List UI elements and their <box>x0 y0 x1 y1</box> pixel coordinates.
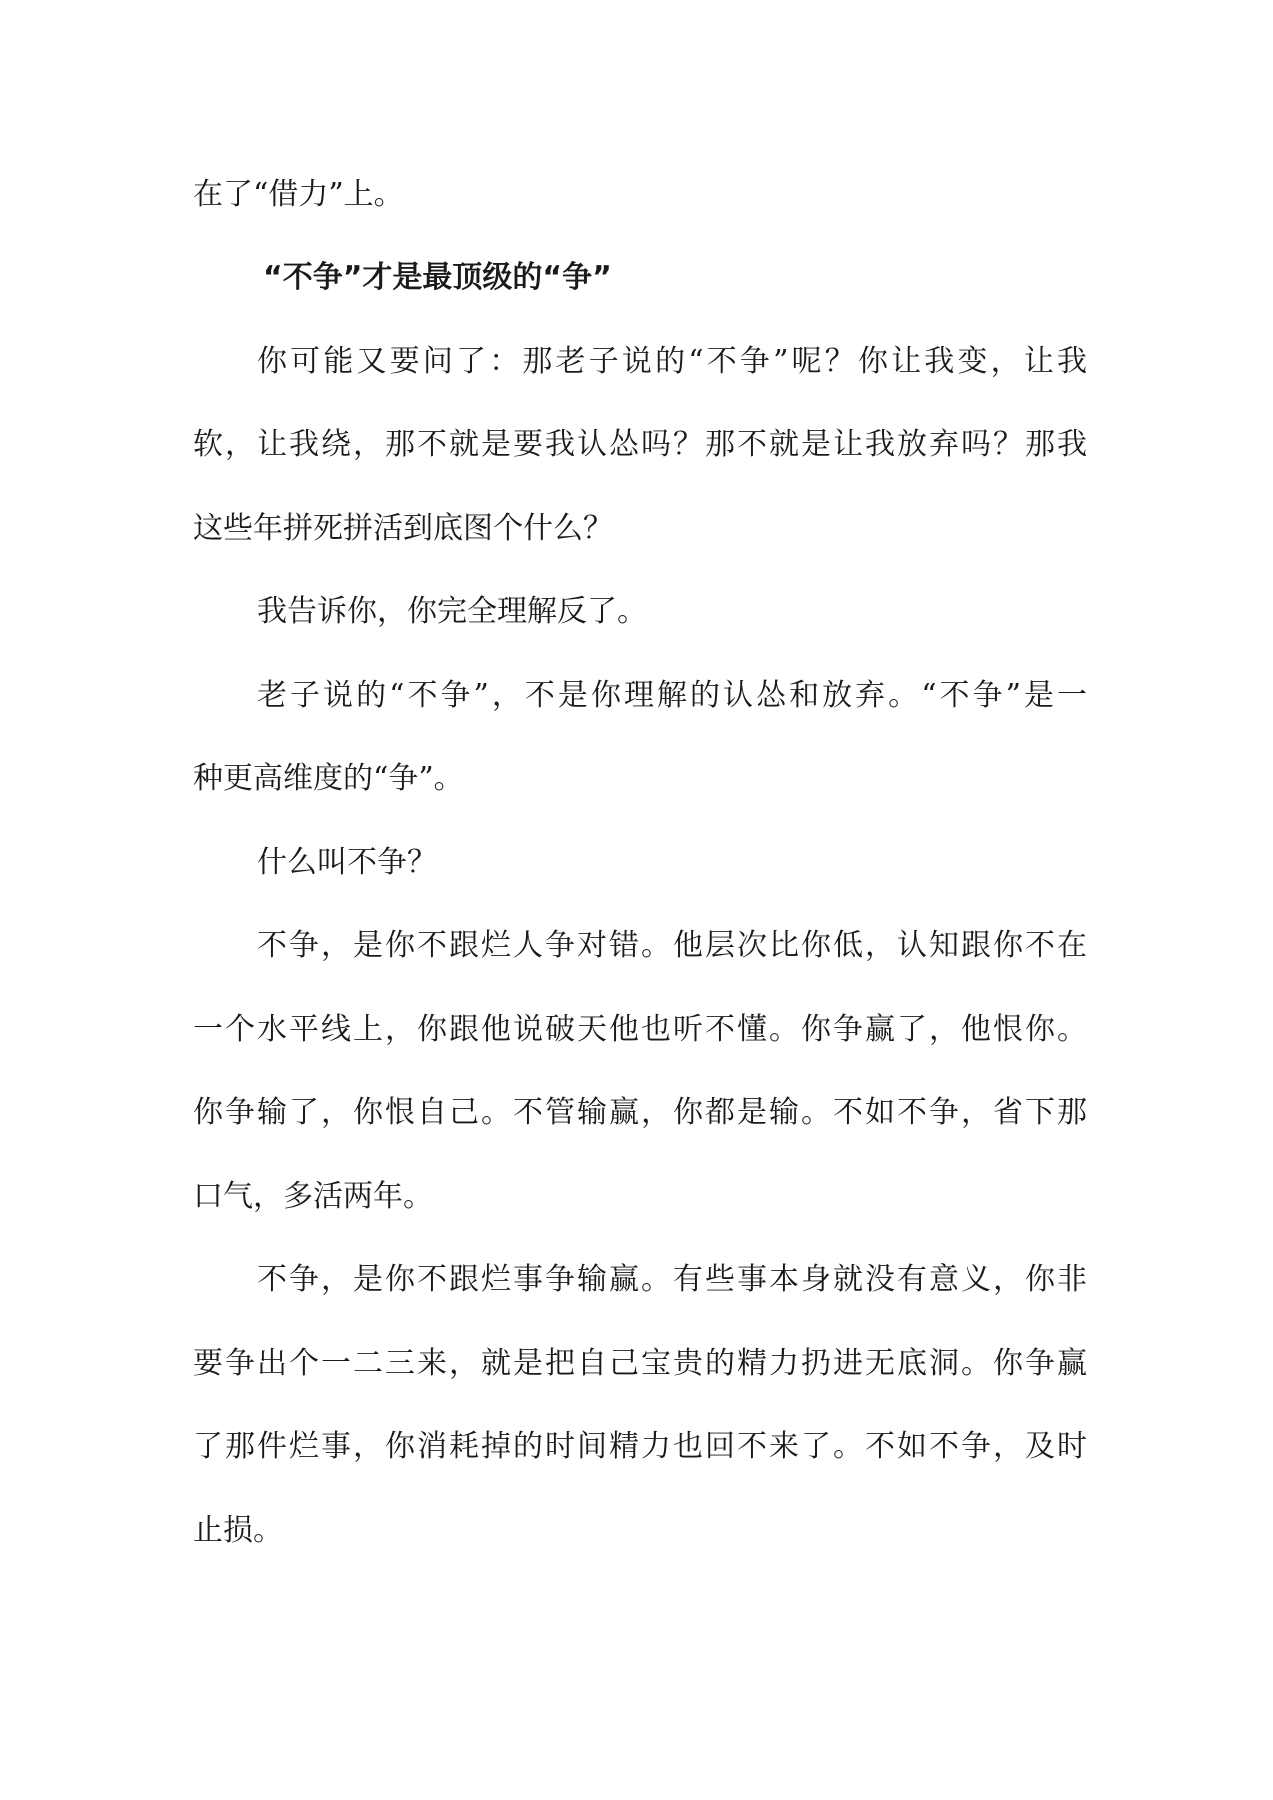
text-line: 你争输了，你恨自己。不管输赢，你都是输。不如不争，省下那 <box>193 1095 1087 1130</box>
text-line: 在了“借力”上。 <box>193 177 404 212</box>
text-line: 一个水平线上，你跟他说破天他也听不懂。你争赢了，他恨你。 <box>193 1012 1087 1047</box>
text-line: 不争，是你不跟烂人争对错。他层次比你低，认知跟你不在 <box>257 928 1087 963</box>
text-line: 种更高维度的“争”。 <box>193 761 464 796</box>
text-line: 软，让我绕，那不就是要我认怂吗？那不就是让我放弃吗？那我 <box>193 427 1087 462</box>
text-line: 这些年拼死拼活到底图个什么？ <box>193 511 613 546</box>
text-line: 止损。 <box>193 1513 283 1548</box>
text-line: 不争，是你不跟烂事争输赢。有些事本身就没有意义，你非 <box>257 1262 1087 1297</box>
text-line: 要争出个一二三来，就是把自己宝贵的精力扔进无底洞。你争赢 <box>193 1346 1087 1381</box>
text-line: 什么叫不争？ <box>257 845 437 880</box>
text-line: 口气，多活两年。 <box>193 1179 433 1214</box>
text-line: 老子说的“不争”，不是你理解的认怂和放弃。“不争”是一 <box>257 678 1087 713</box>
text-line: 了那件烂事，你消耗掉的时间精力也回不来了。不如不争，及时 <box>193 1429 1087 1464</box>
section-heading: “不争”才是最顶级的“争” <box>263 260 612 295</box>
text-line: 你可能又要问了：那老子说的“不争”呢？你让我变，让我 <box>257 344 1087 379</box>
text-line: 我告诉你，你完全理解反了。 <box>257 594 647 629</box>
